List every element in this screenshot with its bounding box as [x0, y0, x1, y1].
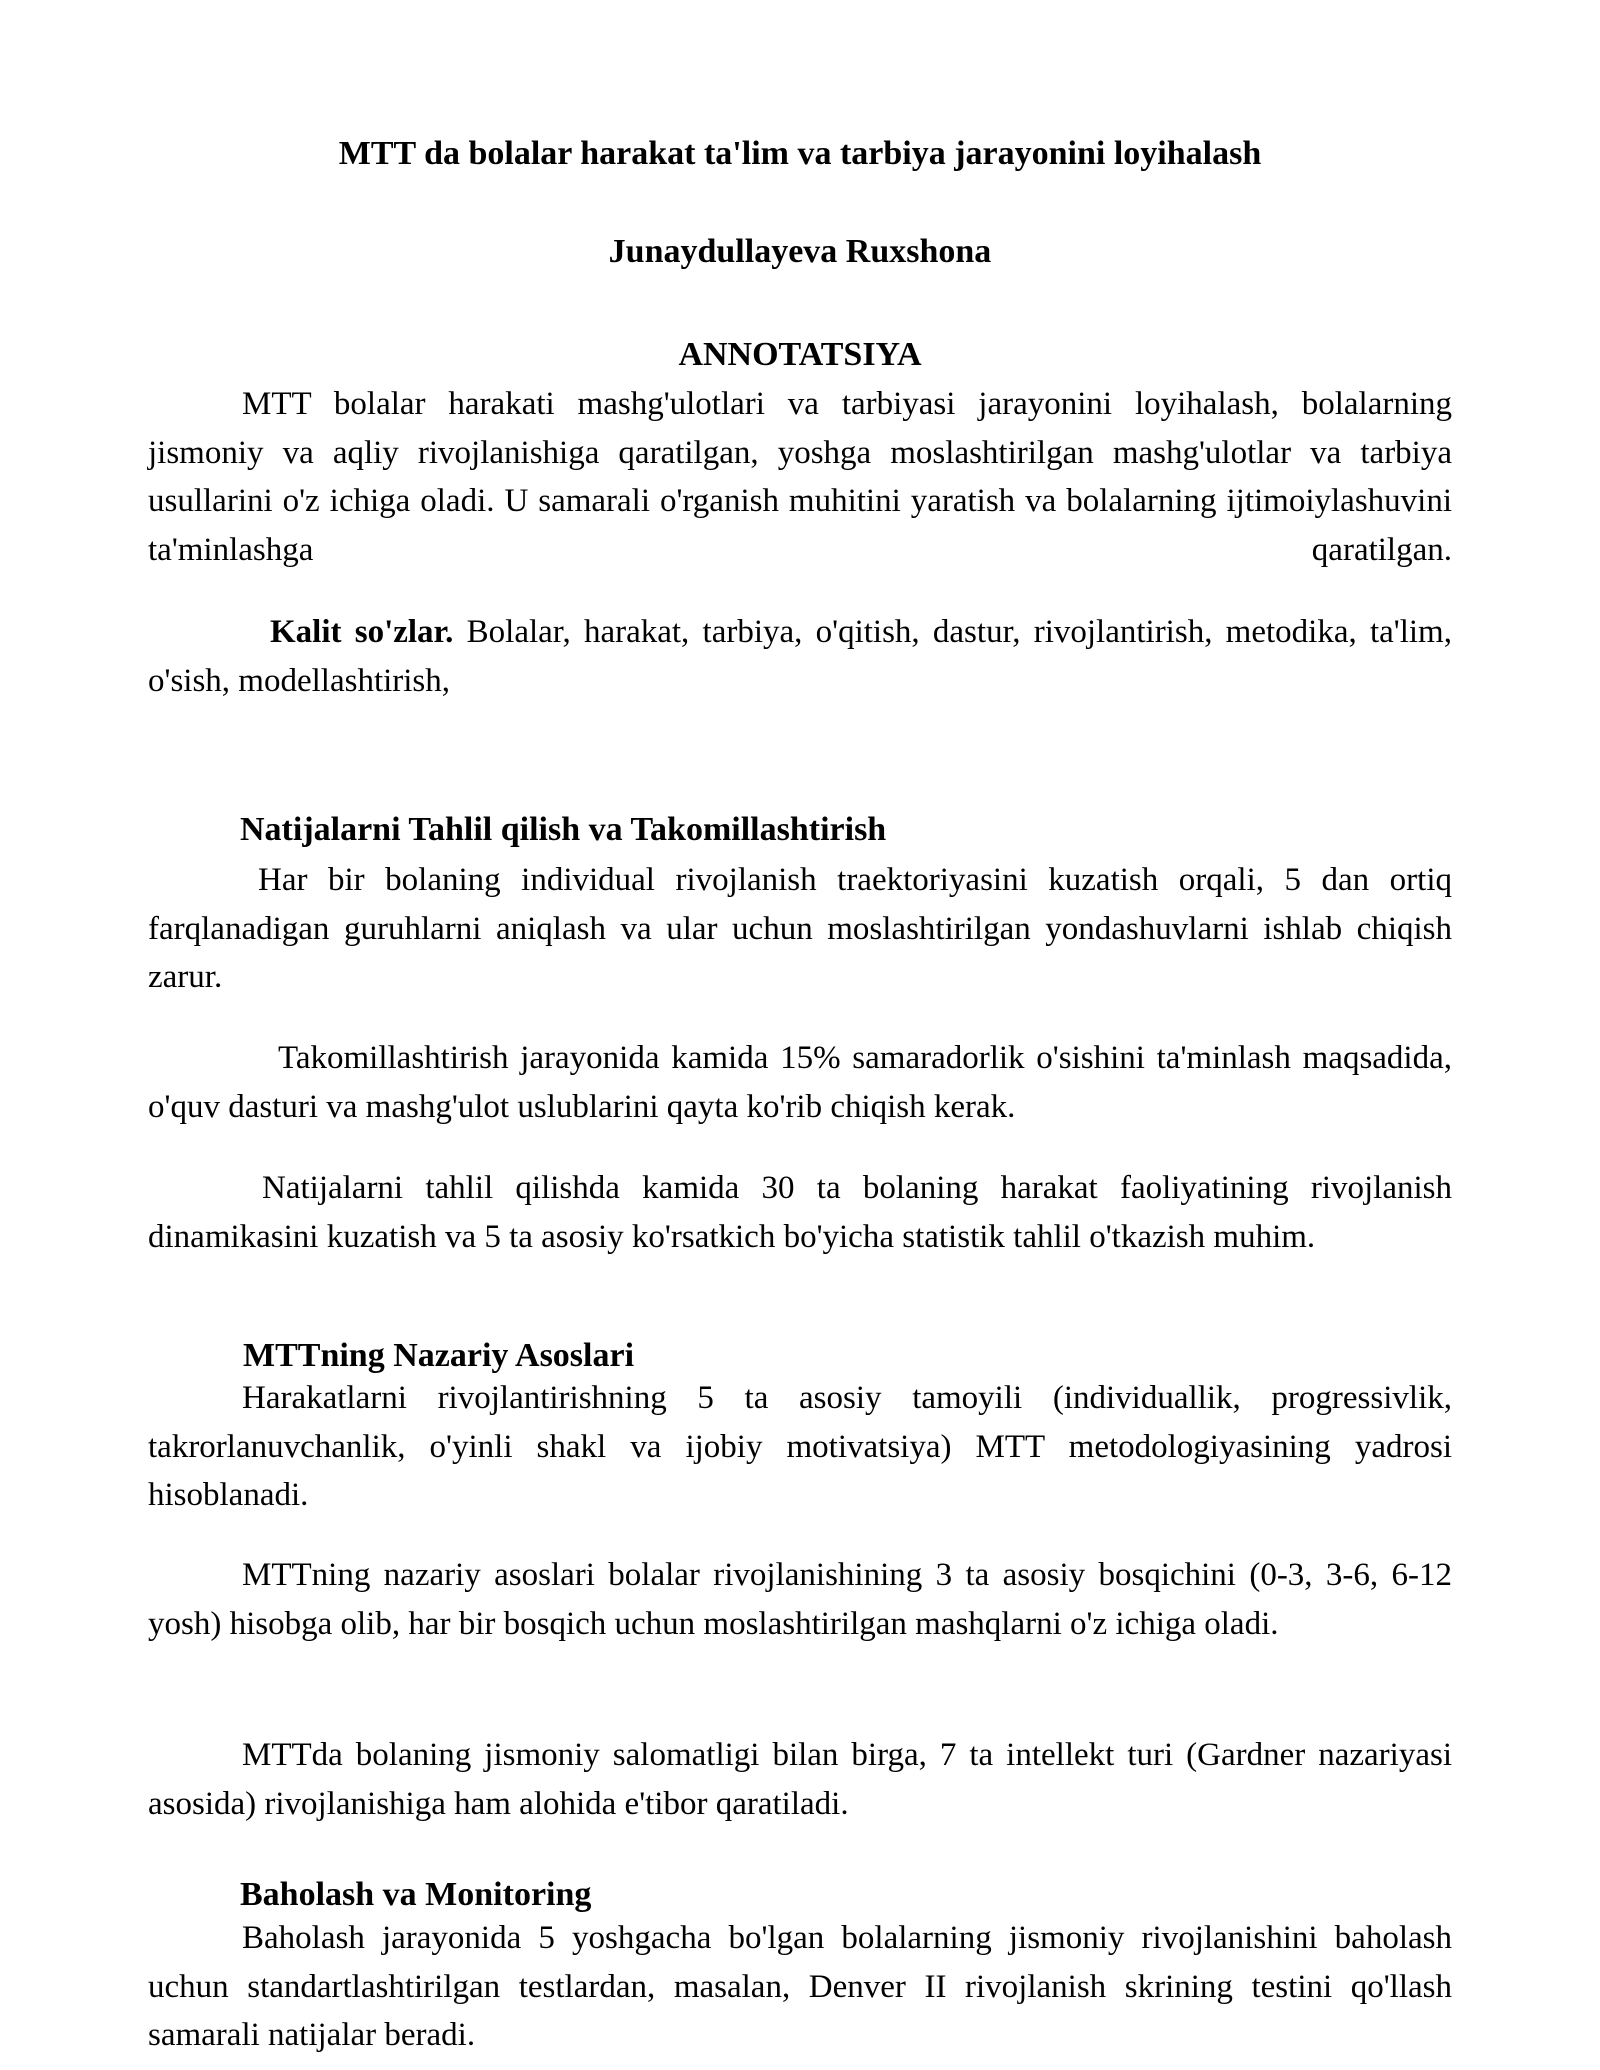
- keywords-text: Bolalar, harakat, tarbiya, o'qitish, dastur, rivojlantirish, metodika, ta'lim, o'sish, modellashtirish,: [148, 614, 1452, 699]
- document-title: MTT da bolalar harakat ta'lim va tarbiya jarayonini loyihalash: [338, 135, 1262, 172]
- section-heading-assessment: Baholash va Monitoring: [240, 1876, 592, 1913]
- theory-paragraph-2: MTTning nazariy asoslari bolalar rivojlanishining 3 ta asosiy bosqichini (0-3, 3-6, 6-12 yosh) hisobga olib, har bir bosqich uchun moslashtirilgan mashqlarni o'z ichiga oladi.: [148, 1557, 1452, 1642]
- keywords-paragraph: [148, 608, 1452, 705]
- annotation-text: MTT bolalar harakati mashg'ulotlari va tarbiyasi jarayonini loyihalash, bolalarning jismoniy va aqliy rivojlanishiga qaratilgan, yoshga moslashtirilgan mashg'ulotlar va tarbiya usullarini o'z ichiga oladi. U samarali o'rganish muhitini yaratish va bolalarning ijtimoiylashuvini ta'minlashga qaratilgan.: [148, 386, 1452, 568]
- theory-paragraph-1: Harakatlarni rivojlantirishning 5 ta asosiy tamoyili (individuallik, progressivlik, takrorlanuvchanlik, o'yinli shakl va ijobiy motivatsiya) MTT metodologiyasining yadrosi hisoblanadi.: [148, 1380, 1452, 1513]
- keywords-label: Kalit so'zlar.: [270, 614, 454, 650]
- annotation-heading: ANNOTATSIYA: [678, 336, 922, 373]
- section-heading-theory: MTTning Nazariy Asoslari: [243, 1337, 635, 1374]
- author-name: Junaydullayeva Ruxshona: [608, 233, 992, 270]
- section-heading-results: Natijalarni Tahlil qilish va Takomillashtirish: [240, 811, 887, 848]
- results-paragraph-2: Takomillashtirish jarayonida kamida 15% samaradorlik o'sishini ta'minlash maqsadida, o'quv dasturi va mashg'ulot uslublarini qayta ko'rib chiqish kerak.: [148, 1040, 1452, 1125]
- results-paragraph-3: Natijalarni tahlil qilishda kamida 30 ta bolaning harakat faoliyatining rivojlanish dinamikasini kuzatish va 5 ta asosiy ko'rsatkich bo'yicha statistik tahlil o'tkazish muhim.: [148, 1170, 1452, 1255]
- assessment-paragraph-1: Baholash jarayonida 5 yoshgacha bo'lgan bolalarning jismoniy rivojlanishini baholash uchun standartlashtirilgan testlardan, masalan, Denver II rivojlanish skrining testini qo'llash samarali natijalar beradi.: [148, 1920, 1452, 2053]
- theory-paragraph-3: MTTda bolaning jismoniy salomatligi bilan birga, 7 ta intellekt turi (Gardner nazariyasi asosida) rivojlanishiga ham alohida e'tibor qaratiladi.: [148, 1737, 1452, 1822]
- results-paragraph-1: Har bir bolaning individual rivojlanish traektoriyasini kuzatish orqali, 5 dan ortiq farqlanadigan guruhlarni aniqlash va ular uchun moslashtirilgan yondashuvlarni ishlab chiqish zarur.: [148, 862, 1452, 995]
